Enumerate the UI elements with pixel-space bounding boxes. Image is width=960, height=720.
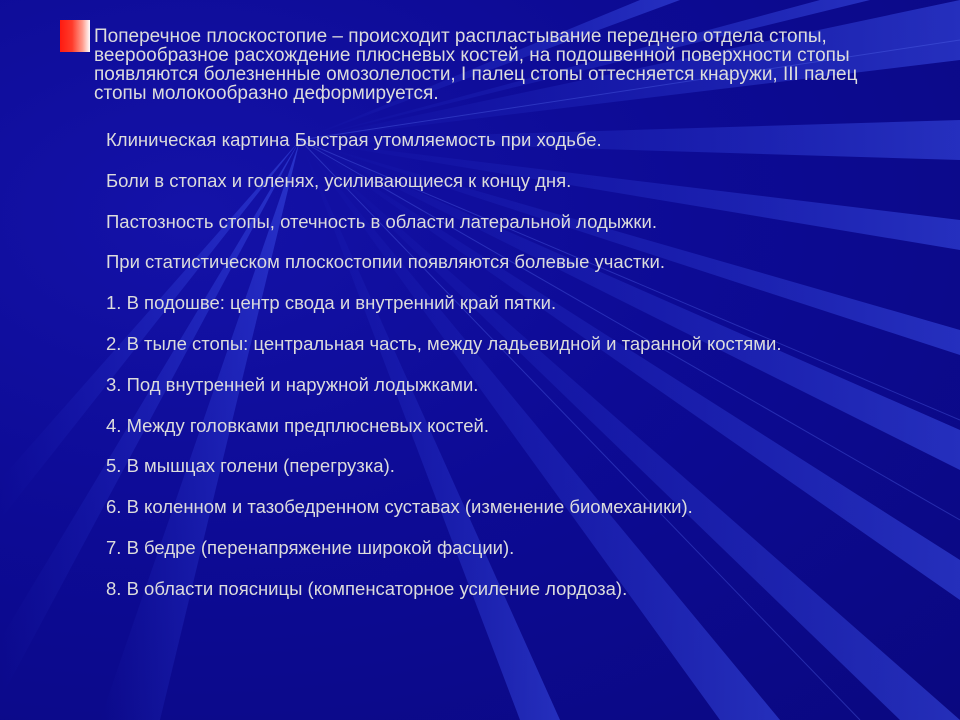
list-item: Клиническая картина Быстрая утомляемость при ходьбе. — [106, 129, 602, 150]
list-item: Пастозность стопы, отечность в области латеральной лодыжки. — [106, 210, 657, 232]
list-item: 5. В мышцах голени (перегрузка). — [106, 455, 395, 477]
list-item: 2. В тыле стопы: центральная часть, между ладьевидной и таранной костями. — [106, 332, 782, 354]
list-item: 8. В области поясницы (компенсаторное усиление лордоза). — [106, 577, 628, 599]
symptom-list — [106, 129, 946, 619]
list-item: Боли в стопах и голенях, усиливающиеся к концу дня. — [106, 169, 572, 191]
list-item: 1. В подошве: центр свода и внутренний край пятки. — [106, 292, 557, 314]
list-item: 3. Под внутренней и наружной лодыжками. — [106, 373, 479, 395]
red-gradient-bullet — [60, 20, 90, 52]
list-item: 7. В бедре (перенапряжение широкой фасции). — [106, 536, 515, 558]
list-item: 4. Между головками предплюсневых костей. — [106, 414, 489, 436]
list-item: При статистическом плоскостопии появляются болевые участки. — [106, 251, 665, 273]
list-item: 6. В коленном и тазобедренном суставах (изменение биомеханики). — [106, 496, 693, 518]
intro-paragraph: Поперечное плоскостопие – происходит распластывание переднего отдела стопы, веерообразное расхождение плюсневых костей, на подошвенной поверхности стопы появляются болезненные омозолелости, I палец стопы оттесняется кнаружи, III палец стопы молокообразно деформируется. — [94, 26, 858, 104]
